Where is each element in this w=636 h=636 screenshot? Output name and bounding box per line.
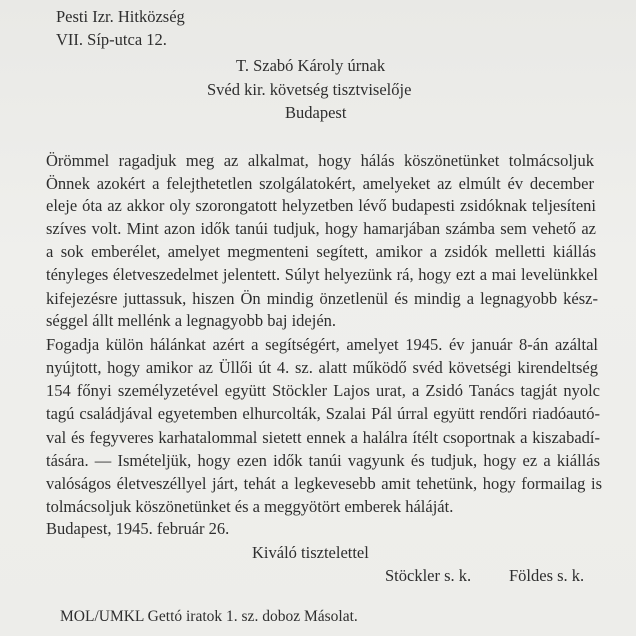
p2-line-1: Fogadja külön hálánkat azért a segítségért, amelyet 1945. év január 8-án azáltal xyxy=(46,335,598,354)
p2-line-6: tására. — Ismételjük, hogy ezen idők tanúi vagyunk és tudjuk, hogy ez a kiállás xyxy=(46,451,600,470)
p2-line-5: val és fegyveres karhatalommal sietett ennek a halálra ítélt csoportnak a kiszabadí- xyxy=(46,428,600,447)
p1-line-7: kifejezésre juttassuk, hiszen Ön mindig önzetlenül és mindig a legnagyobb kész- xyxy=(46,289,598,308)
archive-source-note: MOL/UMKL Gettó iratok 1. sz. doboz Másolat. xyxy=(60,608,358,625)
closing-salutation: Kiváló tisztelettel xyxy=(252,543,369,562)
signature-stockler: Stöckler s. k. xyxy=(385,566,472,585)
p2-line-4: tagú családjával egyetemben elhurcolták, Szalai Pál úrral együtt rendőri riadóautó- xyxy=(46,404,600,423)
p1-line-5: a sok emberélet, amelyet megmenteni segített, amikor a zsidók melletti kiállás xyxy=(46,242,596,261)
p2-line-3: 154 főnyi személyzetével együtt Stöckler Lajos urat, a Zsidó Tanács tagját nyolc xyxy=(46,381,600,400)
p1-line-8: séggel állt mellénk a legnagyobb baj idején. xyxy=(46,311,337,330)
signature-foldes: Földes s. k. xyxy=(509,566,585,585)
p1-line-4: szíves volt. Mint azon idők tanúi tudjuk, hogy hamarjában számba sem vehető az xyxy=(46,219,596,238)
sender-line-1: Pesti Izr. Hitközség xyxy=(56,7,185,26)
p2-line-2: nyújtott, hogy amikor az Üllői út 4. sz. alatt működő svéd követségi kirendeltség xyxy=(46,358,598,377)
p1-line-1: Örömmel ragadjuk meg az alkalmat, hogy hálás köszönetünket tolmácsoljuk xyxy=(46,151,594,170)
p1-line-2: Önnek azokért a felejthetetlen szolgálatokért, amelyeket az elmúlt év december xyxy=(46,174,594,193)
recipient-line-2: Svéd kir. követség tisztviselője xyxy=(207,80,412,99)
letter-date: Budapest, 1945. február 26. xyxy=(46,519,230,538)
p1-line-3: eleje óta az akkor oly szorongatott helyzetben lévő budapesti zsidóknak teljesíteni xyxy=(46,196,596,215)
sender-line-2: VII. Síp-utca 12. xyxy=(56,30,167,49)
p2-line-7: valóságos életveszéllyel járt, tehát a legkevesebb amit tehetünk, hogy formailag is xyxy=(46,474,602,493)
p1-line-6: tényleges életveszedelmet jelentett. Súlyt helyezünk rá, hogy ezt a mai levelünkkel xyxy=(46,265,598,284)
p2-line-8: tolmácsoljuk köszönetünket és a meggyötört emberek háláját. xyxy=(46,497,454,516)
recipient-line-3: Budapest xyxy=(285,103,347,122)
recipient-line-1: T. Szabó Károly úrnak xyxy=(236,56,386,75)
